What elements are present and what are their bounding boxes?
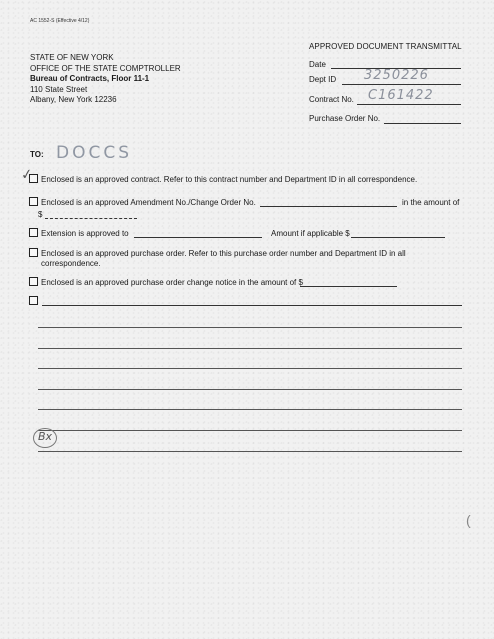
dept-id-field[interactable] <box>342 84 461 85</box>
po-label: Purchase Order No. <box>309 114 381 123</box>
transmittal-title: APPROVED DOCUMENT TRANSMITTAL <box>309 42 462 51</box>
amendment-currency: $ <box>38 210 43 219</box>
purchase-order-option-text: Enclosed is an approved purchase order. Refer to this purchase order number and Department ID in all <box>41 249 406 258</box>
margin-mark: ( <box>466 512 471 528</box>
agency-address <box>30 53 181 106</box>
extension-date-field[interactable] <box>134 237 262 238</box>
amendment-option-text: Enclosed is an approved Amendment No./Change Order No. <box>41 198 256 207</box>
agency-street: 110 State Street <box>30 84 88 94</box>
amendment-amount-field[interactable] <box>45 218 137 219</box>
contract-no-field[interactable] <box>357 104 461 105</box>
other-line-7[interactable] <box>38 430 462 431</box>
contract-no-label: Contract No. <box>309 95 354 104</box>
other-line-2[interactable] <box>38 327 462 328</box>
po-change-option-text: Enclosed is an approved purchase order change notice in the amount of $ <box>41 278 303 287</box>
po-change-checkbox[interactable] <box>29 277 38 286</box>
other-line-8[interactable] <box>38 451 462 452</box>
contract-no-value: C161422 <box>368 88 434 103</box>
form-number: AC 1552-S (Effective 4/12) <box>30 18 90 24</box>
other-checkbox[interactable] <box>29 296 38 305</box>
checkmark-icon: ✓ <box>19 165 34 183</box>
amendment-suffix: in the amount of <box>402 198 460 207</box>
agency-city: Albany, New York 12236 <box>30 95 117 104</box>
to-value: DOCCS <box>56 143 133 163</box>
amendment-checkbox[interactable] <box>29 197 38 206</box>
signature-initials: Bx <box>38 430 53 443</box>
amendment-number-field[interactable] <box>260 206 397 207</box>
other-line-1[interactable] <box>42 305 462 306</box>
to-label: TO: <box>30 150 44 159</box>
dept-id-value: 3250226 <box>364 68 429 83</box>
purchase-order-option-text-2: correspondence. <box>41 259 101 268</box>
other-line-4[interactable] <box>38 368 462 369</box>
purchase-order-checkbox[interactable] <box>29 248 38 257</box>
date-label: Date <box>309 60 326 69</box>
agency-state: STATE OF NEW YORK <box>30 53 114 62</box>
po-change-amount-field[interactable] <box>300 286 397 287</box>
dept-id-label: Dept ID <box>309 75 337 84</box>
extension-amount-label: Amount if applicable $ <box>271 229 350 238</box>
other-line-5[interactable] <box>38 389 462 390</box>
extension-option-text: Extension is approved to <box>41 229 129 238</box>
other-line-3[interactable] <box>38 348 462 349</box>
po-field[interactable] <box>384 123 461 124</box>
agency-office: OFFICE OF THE STATE COMPTROLLER <box>30 63 181 73</box>
extension-amount-field[interactable] <box>351 237 445 238</box>
other-line-6[interactable] <box>38 409 462 410</box>
extension-checkbox[interactable] <box>29 228 38 237</box>
agency-bureau: Bureau of Contracts, Floor 11-1 <box>30 74 150 83</box>
contract-option-text: Enclosed is an approved contract. Refer to this contract number and Department ID in all correspondence. <box>41 175 418 184</box>
